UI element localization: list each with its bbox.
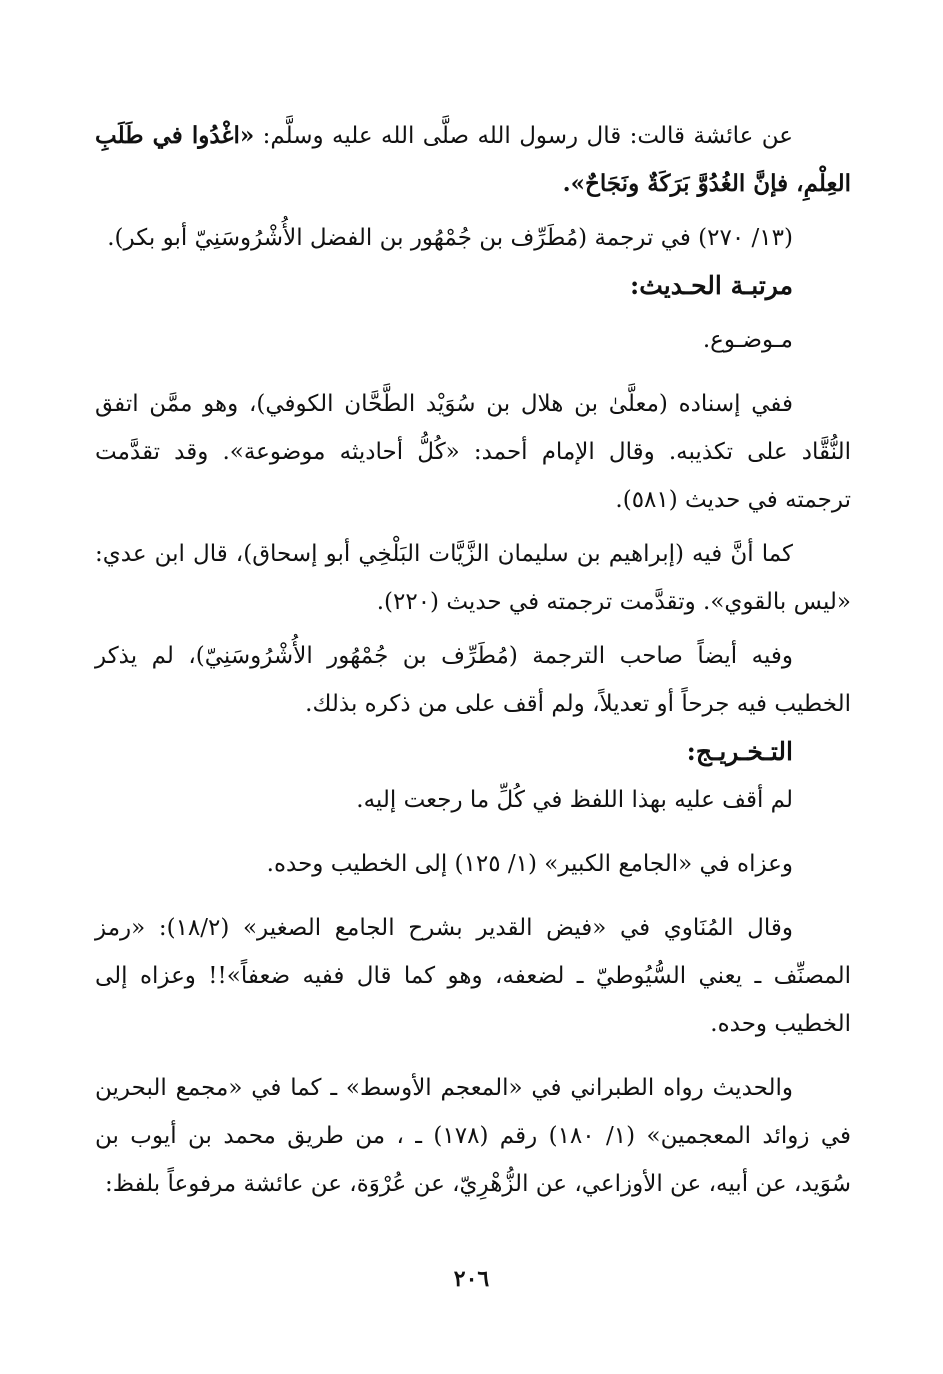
hadith-lead: عن عائشة قالت: قال رسول الله صلَّى الله عليه وسلَّم:	[254, 123, 793, 149]
document-page	[95, 112, 851, 1208]
takhrij-paragraph-1: لم أقف عليه بهذا اللفظ في كُلِّ ما رجعت إليه.	[356, 787, 793, 813]
takhrij-paragraph-2: وعزاه في «الجامع الكبير» (١/ ١٢٥) إلى الخطيب وحده.	[266, 851, 793, 877]
reference-paragraph: (١٣/ ٢٧٠) في ترجمة (مُطَرِّف بن جُمْهُور بن الفضل الأُشْرُوسَنِيّ أبو بكر).	[107, 225, 793, 251]
section-heading-rank: مرتبـة الحـديث:	[629, 271, 793, 300]
hadith-quote: «اغْدُوا في طَلَبِ العِلْمِ، فإنَّ الغُدُوَّ بَرَكَةٌ ونَجَاحٌ».	[95, 122, 851, 197]
takhrij-paragraph-4: والحديث رواه الطبراني في «المعجم الأوسط» ـ كما في «مجمع البحرين في زوائد المعجمين» (١/ ١٨٠) رقم (١٧٨) ـ ، من طريق محمد بن أيوب بن سُوَيد، عن أبيه، عن الأوزاعي، عن الزُّهْرِيّ، عن عُرْوَة، عن عائشة مرفوعاً بلفظ:	[95, 1075, 852, 1197]
section-heading-takhrij: التـخـريـج:	[686, 737, 793, 766]
rank-paragraph-1: ففي إسناده (معلَّىٰ بن هلال بن سُوَيْد الطَّحَّان الكوفي)، وهو ممَّن اتفق النُّقَّاد على تكذيبه. وقال الإمام أحمد: «كُلُّ أحاديثه موضوعة». وقد تقدَّمت ترجمته في حديث (٥٨١).	[95, 391, 851, 513]
rank-paragraph-2: كما أنَّ فيه (إبراهيم بن سليمان الزَّيَّات البَلْخِي أبو إسحاق)، قال ابن عدي: «ليس بالقوي». وتقدَّمت ترجمته في حديث (٢٢٠).	[95, 541, 851, 615]
rank-paragraph-3: وفيه أيضاً صاحب الترجمة (مُطَرِّف بن جُمْهُور الأُشْرُوسَنِيّ)، لم يذكر الخطيب فيه جرحاً أو تعديلاً، ولم أقف على من ذكره بذلك.	[95, 643, 851, 717]
hadith-paragraph	[95, 112, 851, 208]
grade-text: مـوضـوع.	[702, 327, 793, 353]
page-number: ٢٠٦	[453, 1266, 490, 1292]
takhrij-paragraph-3: وقال المُنَاوي في «فيض القدير بشرح الجامع الصغير» (١٨/٢): «رمز المصنِّف ـ يعني السُّيُوطيّ ـ لضعفه، وهو كما قال ففيه ضعفاً»!! وعزاه إلى الخطيب وحده.	[95, 915, 851, 1037]
